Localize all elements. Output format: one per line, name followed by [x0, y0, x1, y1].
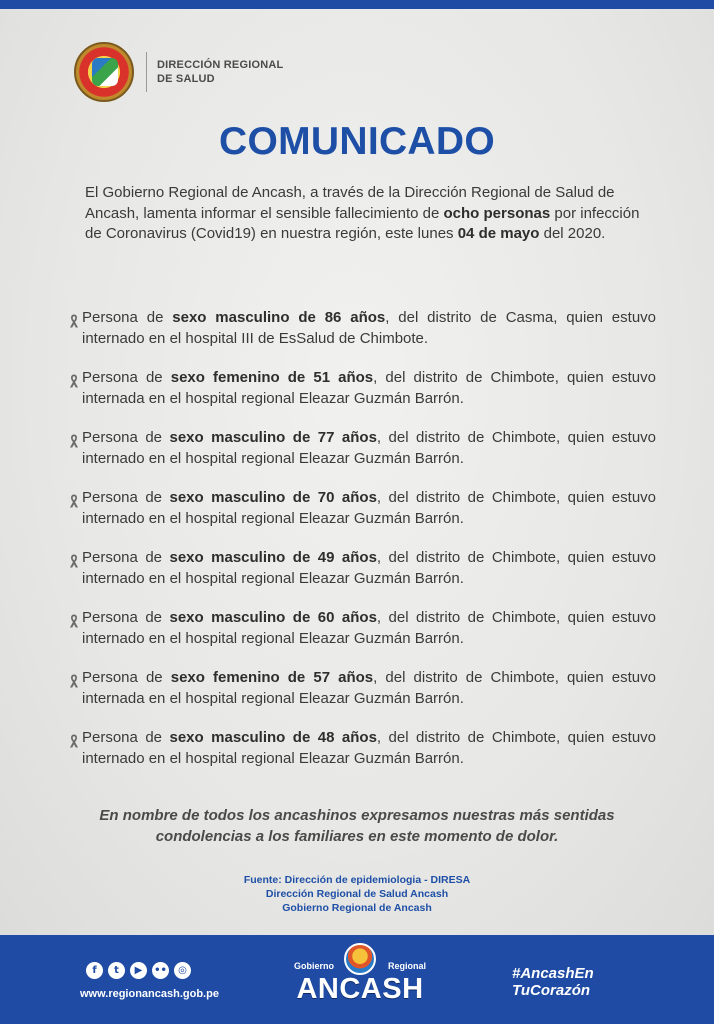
brand-left: Gobierno — [294, 961, 334, 971]
intro-bold-2: 04 de mayo — [457, 225, 540, 242]
item-pre: Persona de — [82, 369, 171, 386]
item-bold: sexo masculino de 49 años — [169, 549, 377, 566]
source-line3: Gobierno Regional de Ancash — [282, 902, 432, 914]
mourning-ribbon-icon — [66, 673, 82, 689]
item-post: , del distrito de Chimbote, quien estuvo internado en el hospital regional Eleazar Guzmán Barrón. — [82, 609, 657, 647]
org-name-line2: DE SALUD — [157, 73, 215, 85]
org-name-line1: DIRECCIÓN REGIONAL — [157, 59, 284, 71]
closing-line2: condolencias a los familiares en este momento de dolor. — [155, 827, 559, 845]
mourning-ribbon-icon — [66, 553, 82, 569]
item-bold: sexo masculino de 86 años — [172, 309, 386, 326]
website-link[interactable]: www.regionancash.gob.pe — [80, 988, 219, 1000]
deceased-list — [66, 308, 656, 788]
footer — [0, 935, 714, 1024]
mourning-ribbon-icon — [66, 733, 82, 749]
intro-text-1: El Gobierno Regional de Ancash, a través de la Dirección Regional de Salud de Ancash, lamenta informar el sensible fallecimiento de — [85, 184, 615, 222]
item-bold: sexo masculino de 77 años — [169, 429, 377, 446]
brand-right: Regional — [387, 961, 426, 971]
youtube-icon[interactable]: ▶ — [130, 962, 147, 979]
item-post: , del distrito de Chimbote, quien estuvo internada en el hospital regional Eleazar Guzmán Barrón. — [82, 669, 656, 707]
item-pre: Persona de — [82, 549, 170, 566]
mourning-ribbon-icon — [66, 493, 82, 509]
header-divider — [146, 52, 147, 92]
item-bold: sexo masculino de 70 años — [169, 489, 377, 506]
facebook-icon[interactable]: f — [86, 962, 103, 979]
closing-line1: En nombre de todos los ancashinos expresamos nuestras más sentidas — [99, 807, 615, 824]
list-item — [66, 728, 656, 788]
item-pre: Persona de — [82, 429, 170, 446]
list-item-text — [82, 548, 656, 589]
mourning-ribbon-icon — [66, 373, 82, 389]
list-item — [66, 668, 656, 728]
gobierno-regional-ancash-logo — [290, 943, 430, 1006]
item-post: , del distrito de Chimbote, quien estuvo internado en el hospital regional Eleazar Guzmán Barrón. — [82, 429, 657, 467]
intro-paragraph — [85, 183, 655, 245]
item-post: , del distrito de Chimbote, quien estuvo internado en el hospital regional Eleazar Guzmán Barrón. — [82, 489, 657, 527]
hashtag-line2: TuCorazón — [512, 982, 591, 999]
page-title: COMUNICADO — [219, 120, 495, 163]
list-item-text — [82, 428, 656, 469]
item-post: , del distrito de Chimbote, quien estuvo internado en el hospital regional Eleazar Guzmán Barrón. — [82, 549, 657, 587]
source-credits — [0, 873, 714, 915]
item-post: , del distrito de Chimbote, quien estuvo internada en el hospital regional Eleazar Guzmán Barrón. — [82, 369, 656, 407]
list-item-text — [82, 308, 656, 349]
social-links — [86, 962, 191, 979]
item-pre: Persona de — [82, 609, 170, 626]
list-item-text — [82, 728, 656, 769]
item-pre: Persona de — [82, 309, 173, 326]
list-item-text — [82, 608, 656, 649]
instagram-icon[interactable]: ◎ — [174, 962, 191, 979]
intro-text-2: por infección de Coronavirus (Covid19) en nuestra región, este lunes — [85, 204, 640, 242]
top-bar — [0, 0, 714, 9]
item-bold: sexo femenino de 57 años — [170, 669, 374, 686]
list-item — [66, 368, 656, 428]
list-item — [66, 548, 656, 608]
list-item — [66, 428, 656, 488]
hashtag-line1: #AncashEn — [512, 965, 594, 982]
item-post: , del distrito de Casma, quien estuvo internado en el hospital III de EsSalud de Chimbote. — [82, 309, 657, 347]
brand-name: ANCASH — [296, 973, 424, 1005]
hashtag — [512, 965, 594, 999]
list-item-text — [82, 488, 656, 529]
mourning-ribbon-icon — [66, 433, 82, 449]
mourning-ribbon-icon — [66, 313, 82, 329]
list-item-text — [82, 668, 656, 709]
list-item — [66, 608, 656, 668]
closing-message — [60, 806, 654, 847]
intro-text-3: del 2020. — [539, 225, 606, 242]
item-pre: Persona de — [82, 489, 170, 506]
item-bold: sexo masculino de 60 años — [169, 609, 377, 626]
brand-subtitle — [290, 961, 430, 971]
list-item — [66, 308, 656, 368]
item-bold: sexo femenino de 51 años — [170, 369, 374, 386]
source-line2: Dirección Regional de Salud Ancash — [265, 888, 449, 900]
list-item — [66, 488, 656, 548]
twitter-icon[interactable]: t — [108, 962, 125, 979]
org-name — [157, 58, 283, 86]
item-pre: Persona de — [82, 729, 170, 746]
flickr-icon[interactable]: •• — [152, 962, 169, 979]
item-post: , del distrito de Chimbote, quien estuvo internado en el hospital regional Eleazar Guzmán Barrón. — [82, 729, 657, 767]
mourning-ribbon-icon — [66, 613, 82, 629]
header — [74, 42, 283, 102]
item-pre: Persona de — [82, 669, 171, 686]
source-line1: Fuente: Dirección de epidemiologia - DIRESA — [243, 874, 471, 886]
list-item-text — [82, 368, 656, 409]
intro-bold-1: ocho personas — [443, 204, 551, 222]
item-bold: sexo masculino de 48 años — [169, 729, 377, 746]
diresa-seal-logo — [74, 42, 134, 102]
